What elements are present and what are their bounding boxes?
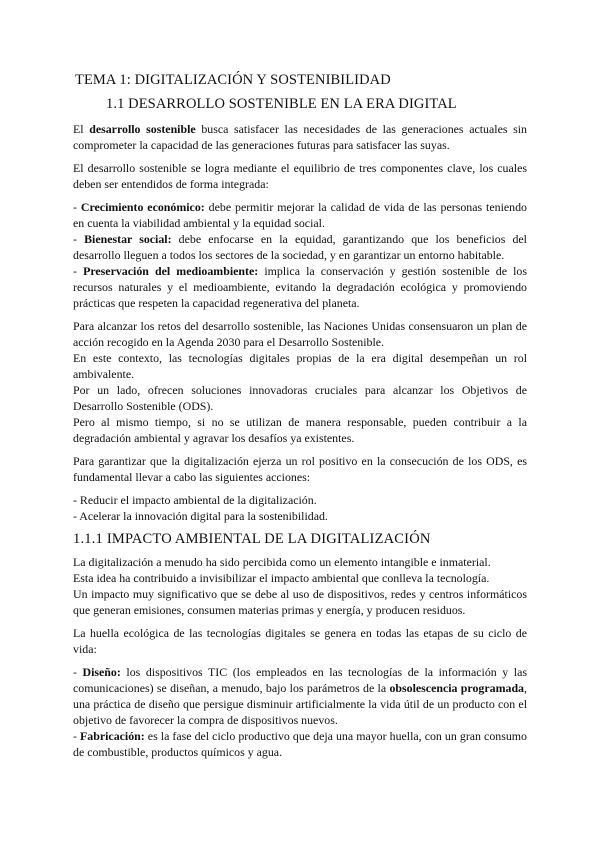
component-item: [73, 199, 527, 231]
intangible-line: Esta idea ha contribuido a invisibilizar el impacto ambiental que conlleva la tecnología.: [73, 571, 490, 585]
list-dash: -: [73, 665, 83, 679]
stage-text: es la fase del ciclo productivo que deja una mayor huella, con un gran consumo de combustible, productos químicos y agua.: [73, 729, 527, 759]
component-term: Preservación del medioambiente:: [83, 264, 259, 278]
action-item: - Reducir el impacto ambiental de la digitalización.: [73, 493, 317, 507]
intro-text-c: busca satisfacer las necesidades de las generaciones actuales sin comprometer la capacidad de las generaciones futuras para satisfacer las suyas.: [73, 122, 527, 152]
stage-term: Fabricación:: [80, 729, 145, 743]
component-text: implica la conservación y gestión sostenible de los recursos naturales y el medioambiente, evitando la degradación ecológica y promoviendo prácticas que respeten la capacidad regenerativa del planeta.: [73, 264, 528, 310]
garantizar-paragraph: Para garantizar que la digitalización ejerza un rol positivo en la consecución de los ODS, es fundamental llevar a cabo las siguientes acciones:: [73, 454, 527, 484]
component-item: [73, 231, 527, 263]
intro-bold-term: desarrollo sostenible: [89, 122, 196, 136]
chapter-title: TEMA 1: DIGITALIZACIÓN Y SOSTENIBILIDAD: [75, 72, 391, 88]
equilibrio-paragraph: El desarrollo sostenible se logra mediante el equilibrio de tres componentes clave, los cuales deben ser entendidos de forma integrada:: [73, 161, 527, 191]
list-dash: -: [73, 232, 85, 246]
list-dash: -: [73, 200, 81, 214]
section-title: 1.1 DESARROLLO SOSTENIBLE EN LA ERA DIGITAL: [106, 96, 457, 112]
stage-term: Diseño:: [82, 665, 121, 679]
component-item: [73, 263, 527, 311]
component-text: debe permitir mejorar la calidad de vida de las personas teniendo en cuenta la viabilidad ambiental y la equidad social.: [73, 200, 528, 230]
action-item: - Acelerar la innovación digital para la sostenibilidad.: [73, 509, 328, 523]
component-text: debe enfocarse en la equidad, garantizando que los beneficios del desarrollo lleguen a todos los sectores de la sociedad, y en garantizar un entorno habitable.: [73, 232, 527, 262]
intro-text-a: El: [73, 122, 90, 136]
subsection-title: 1.1.1 IMPACTO AMBIENTAL DE LA DIGITALIZACIÓN: [73, 531, 431, 547]
stage-text: , una práctica de diseño que persigue disminuir artificialmente la vida útil de un producto con el objetivo de favorecer la compra de dispositivos nuevos.: [73, 681, 527, 727]
intangible-line: Un impacto muy significativo que se debe al uso de dispositivos, redes y centros informáticos que generan emisiones, consumen materias primas y energía, y producen residuos.: [73, 587, 527, 617]
retos-line: Pero al mismo tiempo, si no se utilizan de manera responsable, pueden contribuir a la degradación ambiental y agravar los desafíos ya existentes.: [73, 415, 527, 445]
intangible-line: La digitalización a menudo ha sido percibida como un elemento intangible e inmaterial.: [73, 555, 491, 569]
intro-paragraph: [73, 121, 527, 153]
obsolescence-term: obsolescencia programada: [389, 681, 525, 695]
retos-line: Por un lado, ofrecen soluciones innovadoras cruciales para alcanzar los Objetivos de Desarrollo Sostenible (ODS).: [73, 383, 527, 413]
retos-line: En este contexto, las tecnologías digitales propias de la era digital desempeñan un rol ambivalente.: [73, 351, 527, 381]
stage-item-fabricacion: [73, 728, 527, 760]
list-dash: -: [73, 264, 84, 278]
stage-item-diseno: [73, 664, 527, 728]
stage-text: los dispositivos TIC (los empleados en las tecnologías de la información y las comunicaciones) se diseñan, a menudo, bajo los parámetros de la: [73, 665, 527, 695]
component-term: Bienestar social:: [84, 232, 172, 246]
retos-line: Para alcanzar los retos del desarrollo sostenible, las Naciones Unidas consensuaron un plan de acción recogido en la Agenda 2030 para el Desarrollo Sostenible.: [73, 319, 527, 349]
huella-paragraph: La huella ecológica de las tecnologías digitales se genera en todas las etapas de su ciclo de vida:: [73, 626, 527, 656]
list-dash: -: [73, 729, 81, 743]
component-term: Crecimiento económico:: [80, 200, 205, 214]
